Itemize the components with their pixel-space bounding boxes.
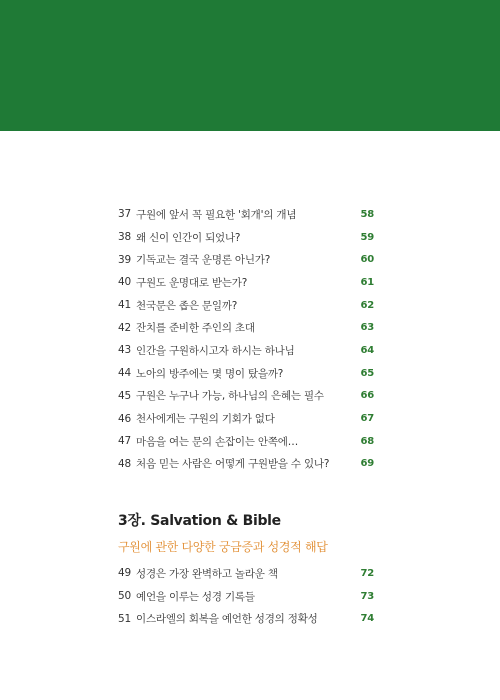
- toc-entry-title: 성경은 가장 완벽하고 놀라운 책: [136, 567, 278, 580]
- toc-entry-page: 61: [360, 276, 374, 288]
- toc-entry-number: 40: [118, 276, 131, 289]
- toc-entry-page: 73: [360, 590, 374, 602]
- toc-entry-page: 68: [360, 435, 374, 447]
- toc-entry-page: 67: [360, 413, 374, 425]
- toc-entry-number: 42: [118, 321, 131, 334]
- header-color-band: [0, 0, 500, 131]
- toc-entry-number: 46: [118, 412, 131, 425]
- toc-entry: [118, 407, 374, 430]
- toc-entry: [118, 203, 374, 226]
- toc-entry: [118, 385, 374, 408]
- table-of-contents: [118, 203, 374, 475]
- toc-entry: [118, 607, 374, 630]
- toc-entry: [118, 271, 374, 294]
- toc-entry-page: 62: [360, 299, 374, 311]
- toc-entry-number: 38: [118, 231, 131, 244]
- toc-entry-title: 노아의 방주에는 몇 명이 탔을까?: [136, 367, 284, 380]
- toc-entry: [118, 430, 374, 453]
- toc-entry-page: 63: [360, 322, 374, 334]
- toc-entry-number: 39: [118, 253, 131, 266]
- toc-entry-title: 마음을 여는 문의 손잡이는 안쪽에…: [136, 435, 299, 448]
- toc-entry-page: 72: [360, 567, 374, 579]
- toc-entry-page: 60: [360, 254, 374, 266]
- toc-entry-number: 41: [118, 299, 131, 312]
- toc-entry-title: 천국문은 좁은 문일까?: [136, 299, 238, 312]
- toc-entry: [118, 585, 374, 608]
- toc-entry-title: 예언을 이루는 성경 기록들: [136, 590, 255, 603]
- toc-entry-number: 44: [118, 367, 131, 380]
- toc-entry: [118, 294, 374, 317]
- toc-entry-title: 인간을 구원하시고자 하시는 하나님: [136, 344, 295, 357]
- toc-entry-number: 43: [118, 344, 131, 357]
- toc-entry: [118, 339, 374, 362]
- toc-entry-title: 잔치를 준비한 주인의 초대: [136, 322, 255, 335]
- toc-entry: [118, 453, 374, 476]
- toc-entry-number: 51: [118, 612, 131, 625]
- toc-entry-title: 구원에 앞서 꼭 필요한 '회개'의 개념: [136, 208, 297, 221]
- toc-entry: [118, 316, 374, 339]
- toc-entry: [118, 226, 374, 249]
- toc-entry-page: 74: [360, 613, 374, 625]
- chapter-title: 3장. Salvation & Bible: [118, 513, 281, 529]
- toc-entry-number: 49: [118, 567, 131, 580]
- toc-entry: [118, 562, 374, 585]
- toc-entry-page: 58: [360, 208, 374, 220]
- chapter-subtitle: 구원에 관한 다양한 궁금증과 성경적 해답: [118, 540, 328, 554]
- toc-entry-title: 구원은 누구나 가능, 하나님의 은혜는 필수: [136, 390, 324, 403]
- toc-entry-title: 천사에게는 구원의 기회가 없다: [136, 413, 275, 426]
- toc-entry-title: 구원도 운명대로 받는가?: [136, 276, 248, 289]
- toc-entry: [118, 248, 374, 271]
- chapter-heading: [118, 510, 328, 555]
- toc-entry: [118, 362, 374, 385]
- toc-entry-title: 이스라엘의 회복을 예언한 성경의 정확성: [136, 613, 318, 626]
- toc-entry-number: 45: [118, 389, 131, 402]
- toc-entry-number: 48: [118, 457, 131, 470]
- toc-entry-number: 47: [118, 435, 131, 448]
- toc-entry-title: 기독교는 결국 운명론 아닌가?: [136, 254, 271, 267]
- toc-entry-page: 66: [360, 390, 374, 402]
- toc-entry-title: 왜 신이 인간이 되었나?: [136, 231, 241, 244]
- toc-entry-number: 37: [118, 208, 131, 221]
- toc-entry-page: 69: [360, 458, 374, 470]
- toc-entry-page: 64: [360, 344, 374, 356]
- chapter-table-of-contents: [118, 562, 374, 630]
- toc-entry-page: 65: [360, 367, 374, 379]
- toc-entry-title: 처음 믿는 사람은 어떻게 구원받을 수 있나?: [136, 458, 330, 471]
- toc-entry-number: 50: [118, 590, 131, 603]
- toc-entry-page: 59: [360, 231, 374, 243]
